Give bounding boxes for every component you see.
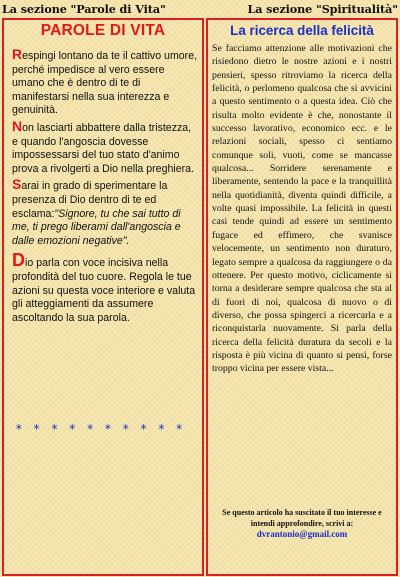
stars-divider: * * * * * * * * * * [15,422,187,436]
left-column-title: PAROLE DI VITA [40,22,166,39]
article-body [212,42,392,376]
footnote-text: Se questo articolo ha suscitato il tuo interesse e intendi approfondire, scrivi a: [222,508,382,528]
paragraph-4 [12,250,198,325]
paragraph-1 [12,48,198,118]
right-column [206,18,398,576]
dropcap-2: N [12,117,23,134]
paragraph-3-text: arai in grado di sperimentare la presenza di Dio dentro di te ed esclama: [12,180,168,220]
paragraph-2-text: on lasciarti abbattere dalla tristezza, e quando l'angoscia dovesse impossessarsi del tuo stato d'animo prova a rivolgerti a Dio nella preghiera. [12,121,194,175]
paragraph-3 [12,178,198,248]
left-column-body [12,48,198,325]
paragraph-3-quote: "Signore, tu che sai tutto di me, ti prego liberami dall'angoscia e dalle emozioni negative". [12,207,181,247]
left-section-heading: La sezione "Parole di Vita" [2,2,166,16]
dropcap-4: D [12,250,25,271]
right-column-title: La ricerca della felicità [230,23,374,38]
paragraph-1-text: espingi lontano da te il cattivo umore, perché impedisce al vero essere umano che è dentro di te di manifestarsi nella sua interezza e genuinità. [12,50,198,117]
right-section-heading: La sezione "Spiritualità" [247,2,398,16]
dropcap-3: S [12,176,22,193]
paragraph-4-text: io parla con voce incisiva nella profondità del tuo cuore. Regola le tue azioni su questa voce interiore e valuta gli atteggiamenti da assumere ascoltando la sua parola. [12,257,196,324]
paragraph-2 [12,117,198,176]
email-link[interactable]: dvrantonio@gmail.com [256,529,348,539]
contact-footnote [212,508,392,540]
section-header [0,0,400,18]
article-paragraph: Se facciamo attenzione alle motivazioni che risiedono dietro le nostre azioni e i nostri pensieri, spesso ritroviamo la ricerca della felicità, o perlomeno qualcosa che si avvicini a questo sentimento o a questa idea. Ciò che risulta molto evidente è che, nonostante il successo lavorativo, economico ecc. e le relazioni sociali, spesso ci sentiamo comunque soli, vuoti, come se mancasse qualcosa... Sorridere serenamente e liberamente, sentendo la pace e la tranquillità nella quotidianità, diventa quindi difficile, a volte quasi impossibile. La felicità in questi casi tende quindi ad essere un sentimento fugace ed effimero, che svanisce velocemente, un sentimento non duraturo, legato sempre a qualcosa da raggiungere o da ottenere. Per questo motivo, ciclicamente si torna a desiderare sempre qualcosa che sta al di fuori di noi, qualcosa di nuovo o di diverso, che possa spingerci a ricercarla e a riconquistarla nuovamente. Si parla della ricerca della felicità duratura da secoli e la risposta è più vicina di quanto si pensi, forse troppo vicina per essere vista... [212,43,392,375]
dropcap-1: R [12,46,23,62]
